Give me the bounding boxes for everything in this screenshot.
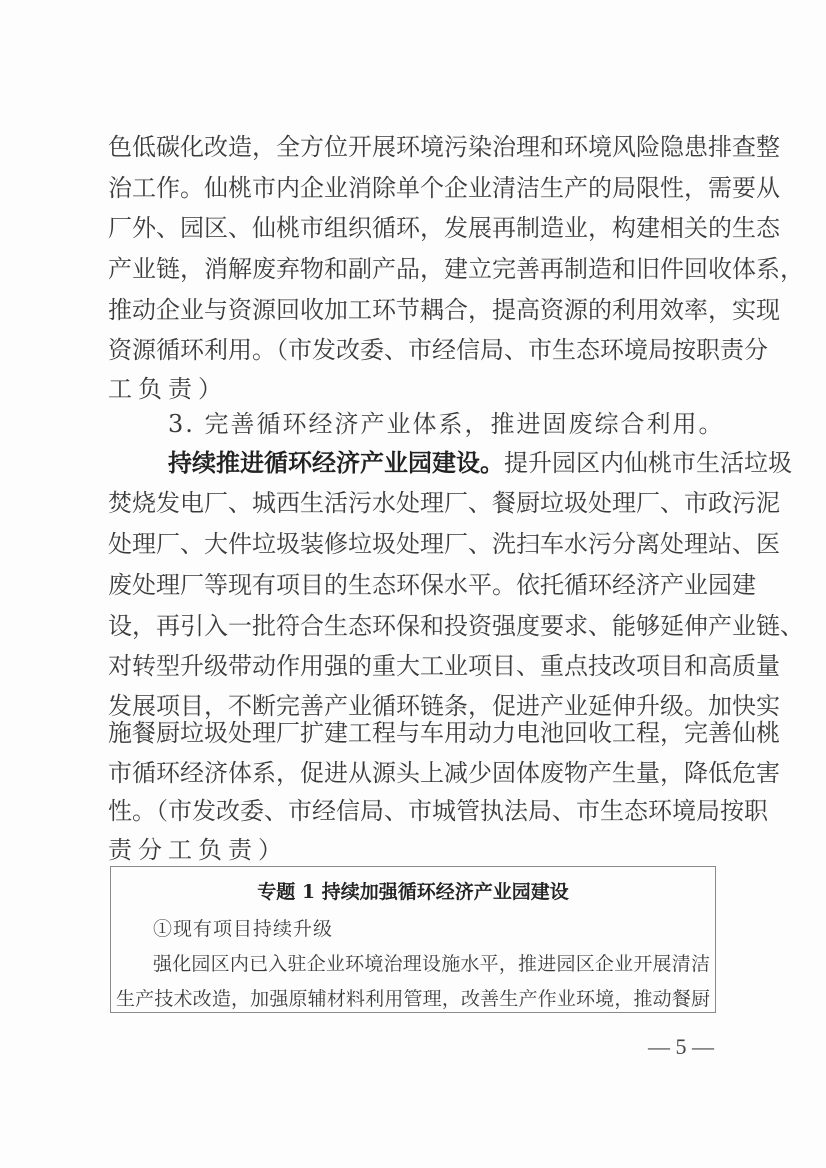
- body-text-line: 资源循环利用。（市发改委、市经信局、市生态环境局按职责分: [108, 336, 768, 364]
- page-number: — 5 —: [648, 1034, 714, 1059]
- box-text-line: 强化园区内已入驻企业环境治理设施水平，推进园区企业开展清洁: [153, 953, 710, 975]
- body-text-line: 废处理厂等现有项目的生态环保水平。依托循环经济产业园建: [108, 571, 756, 599]
- body-text-line: 市循环经济体系，促进从源头上减少固体废物产生量，降低危害: [108, 759, 780, 787]
- bold-lead-phrase: 持续推进循环经济产业园建设。: [168, 448, 504, 477]
- body-text-line: 处理厂、大件垃圾装修垃圾处理厂、洗扫车水污分离处理站、医: [108, 530, 780, 558]
- box-text-line: 生产技术改造，加强原辅材料利用管理，改善生产作业环境，推动餐厨: [116, 988, 710, 1010]
- body-text-line: 设，再引入一批符合生态环保和投资强度要求、能够延伸产业链、: [108, 612, 804, 640]
- body-text-line: 责分工负责）: [108, 836, 288, 864]
- body-text: 提升园区内仙桃市生活垃圾: [504, 449, 792, 477]
- box-subheading: ①现有项目持续升级: [153, 918, 334, 940]
- body-text-line: 推动企业与资源回收加工环节耦合，提高资源的利用效率，实现: [108, 296, 780, 324]
- body-text-line: 施餐厨垃圾处理厂扩建工程与车用动力电池回收工程，完善仙桃: [108, 719, 780, 747]
- body-text-line: 工负责）: [108, 375, 228, 403]
- body-text-line: 色低碳化改造，全方位开展环境污染治理和环境风险隐患排查整: [108, 133, 780, 161]
- box-title: 专题 1 持续加强循环经济产业园建设: [257, 881, 569, 903]
- body-text-line: 厂外、园区、仙桃市组织循环，发展再制造业，构建相关的生态: [108, 214, 780, 242]
- section-heading: 3. 完善循环经济产业体系，推进固废综合利用。: [168, 410, 725, 438]
- special-topic-box: [110, 866, 716, 1013]
- body-text-line: 治工作。仙桃市内企业消除单个企业清洁生产的局限性，需要从: [108, 174, 780, 202]
- body-text-line: 对转型升级带动作用强的重大工业项目、重点技改项目和高质量: [108, 652, 780, 680]
- paragraph-first-line: [168, 446, 792, 480]
- body-text-line: 产业链，消解废弃物和副产品，建立完善再制造和旧件回收体系，: [108, 255, 804, 283]
- body-text-line: 性。（市发改委、市经信局、市城管执法局、市生态环境局按职: [108, 797, 768, 825]
- body-text-line: 焚烧发电厂、城西生活污水处理厂、餐厨垃圾处理厂、市政污泥: [108, 489, 780, 517]
- body-text-line: 发展项目，不断完善产业循环链条，促进产业延伸升级。加快实: [108, 692, 780, 720]
